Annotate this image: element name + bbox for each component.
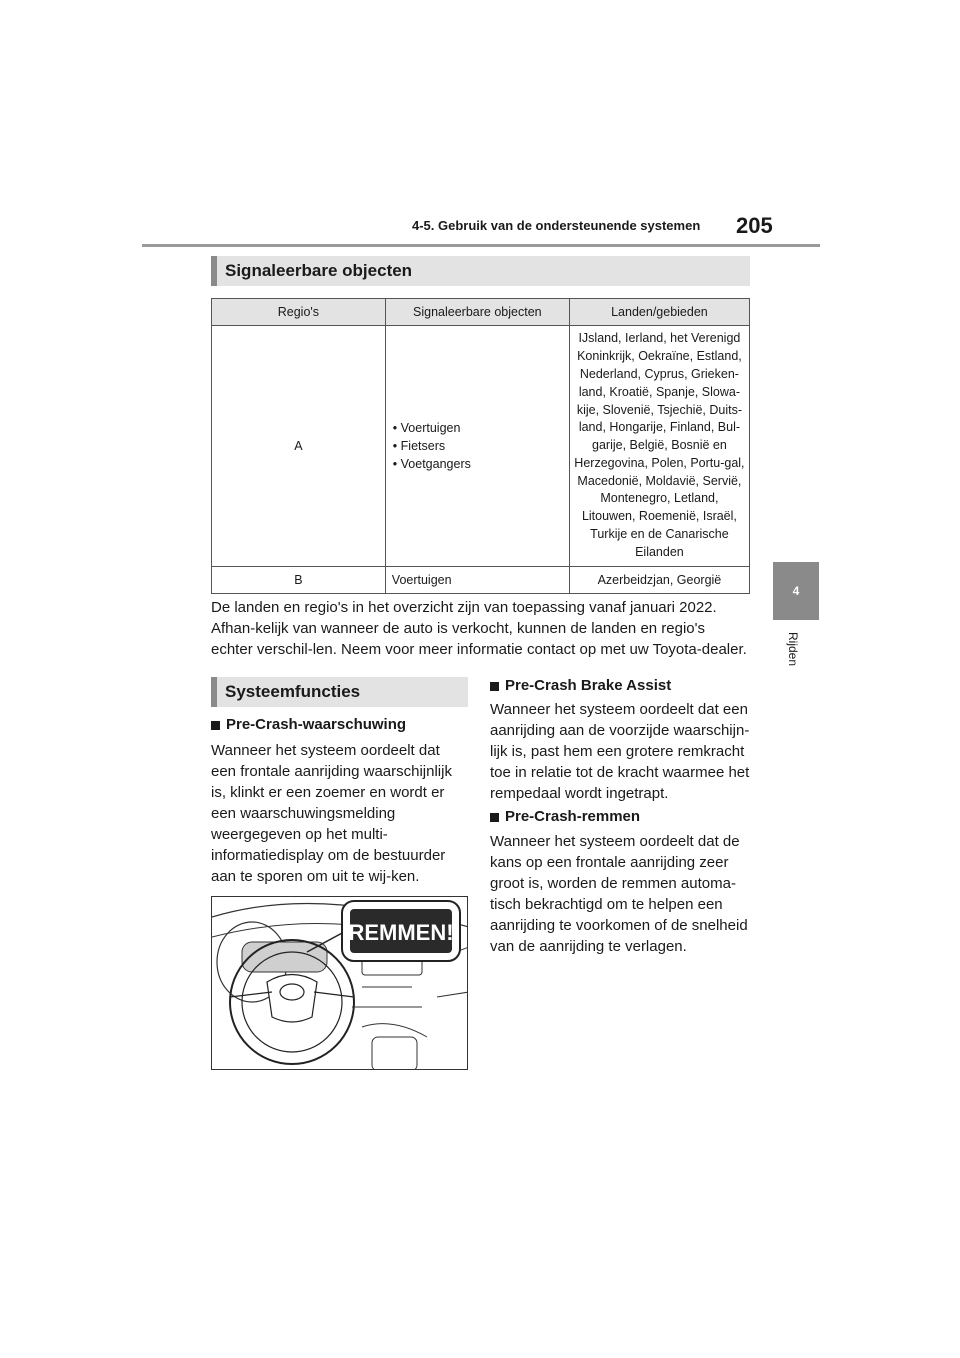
brake-assist-paragraph: Wanneer het systeem oordeelt dat een aanrijding aan de voorzijde waarschijn-lijk is, past hem een grotere remkracht toe in relatie tot de kracht waarmee het rempedaal wordt ingetrapt. [490, 701, 750, 802]
table-cell-countries: Azerbeidzjan, Georgië [569, 567, 749, 594]
square-bullet-icon [490, 813, 499, 822]
table-cell-region: B [212, 567, 386, 594]
page-number: 205 [736, 213, 773, 238]
table-cell-region: A [212, 326, 386, 567]
table-row [212, 326, 750, 567]
dashboard-illustration [211, 896, 468, 1070]
list-item: • Fietsers [393, 437, 568, 455]
header-divider [142, 244, 820, 247]
square-bullet-icon [490, 682, 499, 691]
braking-heading-text: Pre-Crash-remmen [505, 808, 641, 825]
chapter-label: Rijden [786, 632, 800, 667]
warning-paragraph: Wanneer het systeem oordeelt dat een frontale aanrijding waarschijnlijk is, klinkt er een zoemer en wordt er een waarschuwingsmelding weergegeven op het multi-informatiedisplay om de bestuurder aan te sporen om uit te wij-ken. [211, 742, 452, 885]
table-cell-objects [385, 326, 569, 567]
steering-wheel-illustration [212, 897, 468, 1070]
table-cell-objects: Voertuigen [385, 567, 569, 594]
table-row [212, 567, 750, 594]
braking-heading [490, 808, 640, 825]
remmen-warning-text: REMMEN! [348, 920, 454, 945]
chapter-tab: 4 [773, 562, 819, 620]
list-item: • Voertuigen [393, 419, 568, 437]
section-title-functions: Systeemfuncties [211, 677, 468, 707]
brake-assist-heading [490, 677, 671, 694]
countries-text: IJsland, Ierland, het Verenigd Koninkrijk, Oekraïne, Estland, Nederland, Cyprus, Grieken-land, Kroatië, Spanje, Slowa-kije, Slovenië, Tsjechië, Duits-land, Hongarije, Finland, Bul-garije, België, Bosnië en Herzegovina, Polen, Portu-gal, Macedonië, Moldavië, Servië, Montenegro, Letland, Litouwen, Roemenië, Israël, Turkije en de Canarische Eilanden [574, 331, 745, 559]
intro-paragraph: De landen en regio's in het overzicht zijn van toepassing vanaf januari 2022. Afhan-kelijk van wanneer de auto is verkocht, kunnen de landen en regio's echter verschil-len. Neem voor meer informatie contact op met uw Toyota-dealer. [211, 599, 747, 658]
braking-paragraph: Wanneer het systeem oordeelt dat de kans op een frontale aanrijding zeer groot is, worden de remmen automa-tisch bekrachtigd om te helpen een aanrijding te voorkomen of de snelheid van de aanrijding te verlagen. [490, 833, 748, 955]
section-title-objects: Signaleerbare objecten [211, 256, 750, 286]
objects-list [387, 419, 568, 473]
square-bullet-icon [211, 721, 220, 730]
table-header-row [212, 299, 750, 326]
warning-heading [211, 716, 406, 733]
brake-assist-heading-text: Pre-Crash Brake Assist [505, 677, 672, 694]
table-header-objects: Signaleerbare objecten [385, 299, 569, 326]
table-cell-countries [569, 326, 749, 567]
table-header-regions: Regio's [212, 299, 386, 326]
objects-table [211, 298, 750, 594]
list-item: • Voetgangers [393, 455, 568, 473]
warning-heading-text: Pre-Crash-waarschuwing [226, 716, 407, 733]
header-section-title: 4-5. Gebruik van de ondersteunende systemen [412, 218, 701, 233]
table-header-countries: Landen/gebieden [569, 299, 749, 326]
